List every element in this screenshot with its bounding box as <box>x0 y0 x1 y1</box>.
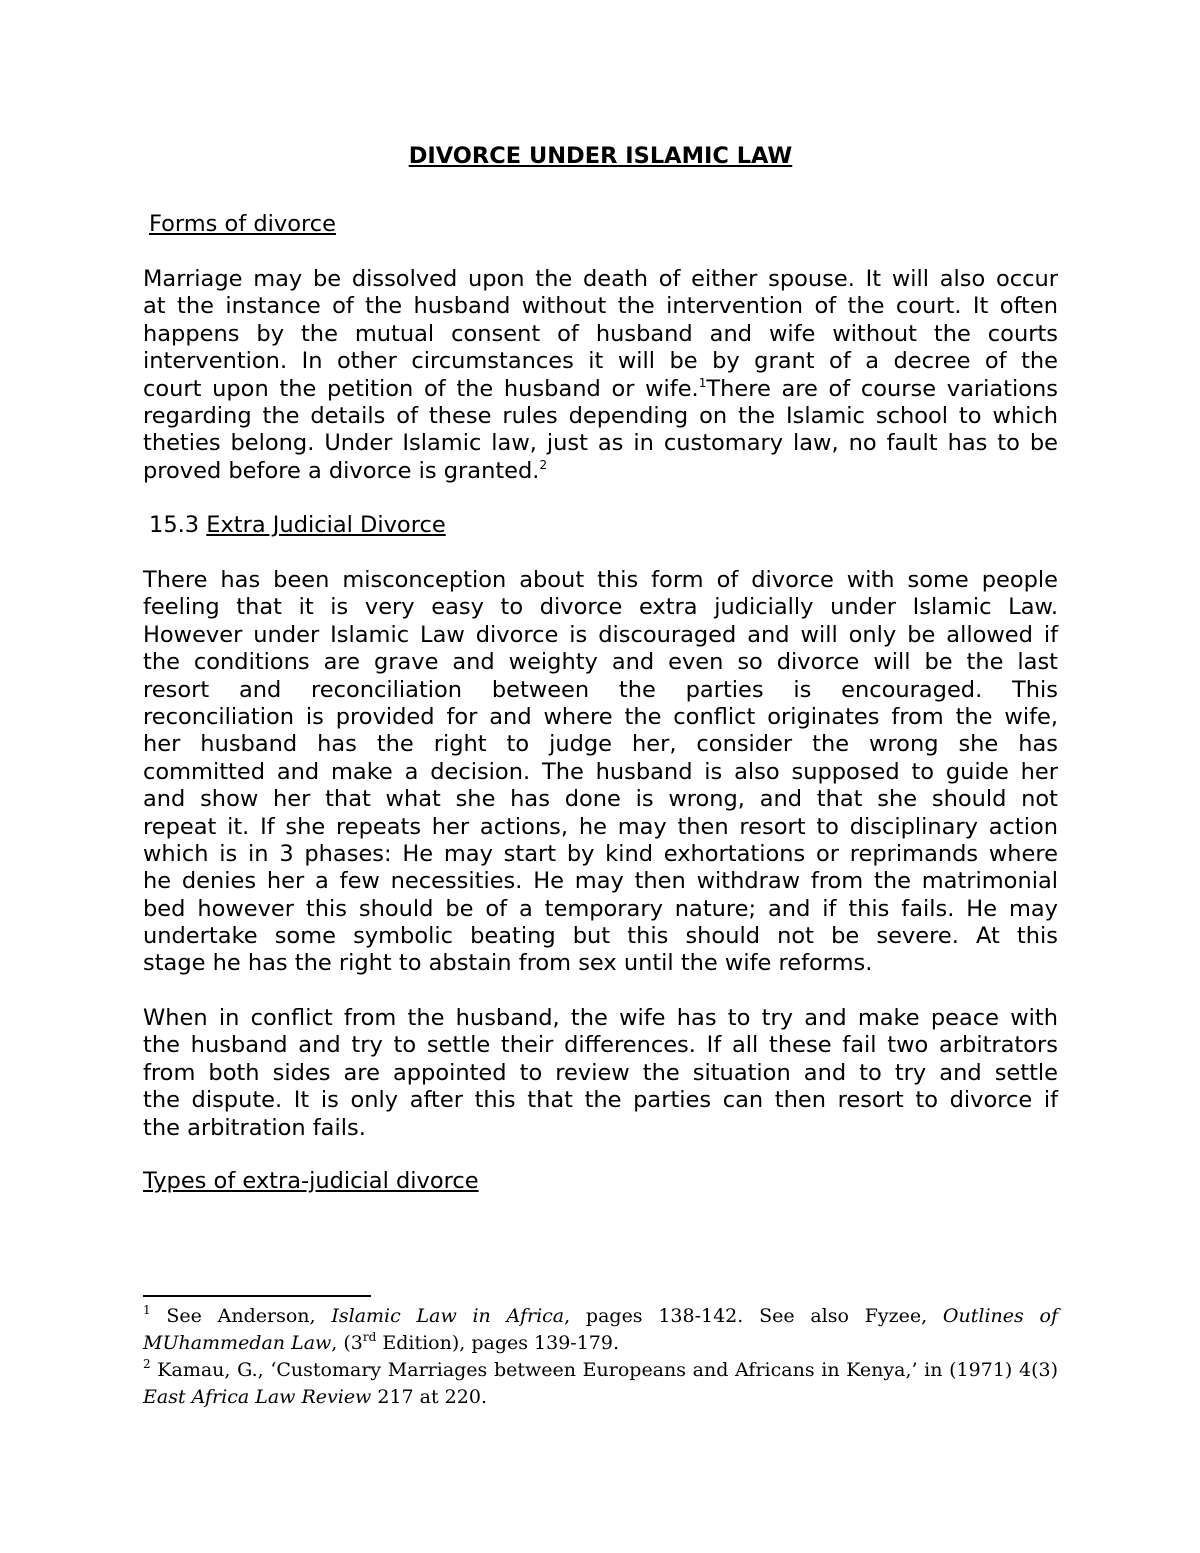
footnotes <box>143 1303 1058 1411</box>
heading-extra-judicial-divorce <box>149 512 446 539</box>
text-line: at the instance of the husband without the intervention of the court. It often <box>143 293 1058 320</box>
text-line: intervention. In other circumstances it will be by grant of a decree of the <box>143 348 1058 375</box>
text-line: the arbitration fails. <box>143 1114 366 1141</box>
text-line: When in conflict from the husband, the wife has to try and make peace with <box>143 1005 1058 1031</box>
text-line: committed and make a decision. The husband is also supposed to guide her <box>143 758 1058 785</box>
text-line: regarding the details of these rules depending on the Islamic school to which <box>143 402 1058 429</box>
text-line: feeling that it is very easy to divorce extra judicially under Islamic Law. <box>143 594 1058 621</box>
text-line: he denies her a few necessities. He may then withdraw from the matrimonial <box>143 868 1058 895</box>
section-number: 15.3 <box>149 512 207 538</box>
heading-forms-of-divorce: Forms of divorce <box>149 211 336 237</box>
footnote-ref-1[interactable]: 1 <box>698 375 707 390</box>
paragraph-conflict <box>143 1005 1058 1142</box>
text-line: theties belong. Under Islamic law, just as in customary law, no fault has to be <box>143 430 1058 457</box>
text-line: her husband has the right to judge her, consider the wrong she has <box>143 731 1058 758</box>
text-line: stage he has the right to abstain from sex until the wife reforms. <box>143 950 873 977</box>
footnote-2: $^2$ Kamau, G., ‘Customary Marriages between Europeans and Africans in Kenya,’ in (1971) 4(3) <box>143 1357 1058 1381</box>
footnote-number: 2 <box>143 1357 151 1371</box>
text-line: proved before a divorce is granted.$^2$ <box>143 457 548 484</box>
text-line: the dispute. It is only after this that the parties can then resort to divorce if <box>143 1087 1058 1114</box>
text-line: from both sides are appointed to review the situation and to try and settle <box>143 1059 1058 1086</box>
text-line: and show her that what she has done is wrong, and that she should not <box>143 786 1058 813</box>
footnote-1-cont: MUhammedan Law, (3rd Edition), pages 139-179. <box>143 1330 620 1354</box>
text-line: the husband and try to settle their differences. If all these fail two arbitrators <box>143 1032 1058 1059</box>
footnote-separator <box>143 1295 371 1297</box>
text-line: reconciliation is provided for and where the conflict originates from the wife, <box>143 703 1058 730</box>
document-title: DIVORCE UNDER ISLAMIC LAW <box>408 143 793 169</box>
text-line: bed however this should be of a temporary nature; and if this fails. He may <box>143 895 1058 922</box>
text-line: undertake some symbolic beating but this should not be severe. At this <box>143 923 1058 950</box>
footnote-1: $^1$ See Anderson, Islamic Law in Africa, pages 138-142. See also Fyzee, Outlines of <box>143 1303 1058 1327</box>
section-title: Extra Judicial Divorce <box>206 512 446 538</box>
footnote-number: 1 <box>143 1303 151 1317</box>
paragraph-forms <box>143 266 1058 485</box>
heading-types-of-extra-judicial-divorce: Types of extra-judicial divorce <box>143 1168 479 1194</box>
text-line: the conditions are grave and weighty and even so divorce will be the last <box>143 649 1058 676</box>
footnote-2-cont: East Africa Law Review 217 at 220. <box>143 1386 487 1408</box>
paragraph-extra-judicial <box>143 567 1058 978</box>
text-line: resort and reconciliation between the parties is encouraged. This <box>143 676 1058 703</box>
footnote-ref-2[interactable]: 2 <box>539 457 548 472</box>
text-line: which is in 3 phases: He may start by kind exhortations or reprimands where <box>143 840 1058 867</box>
text-line: court upon the petition of the husband or wife.$^1$There are of course variations <box>143 375 1059 402</box>
text-line: Marriage may be dissolved upon the death of either spouse. It will also occur <box>143 266 1058 292</box>
text-line: repeat it. If she repeats her actions, he may then resort to disciplinary action <box>143 813 1058 840</box>
text-line: However under Islamic Law divorce is discouraged and will only be allowed if <box>143 621 1058 648</box>
text-line: There has been misconception about this form of divorce with some people <box>143 567 1058 593</box>
text-line: happens by the mutual consent of husband and wife without the courts <box>143 320 1058 347</box>
